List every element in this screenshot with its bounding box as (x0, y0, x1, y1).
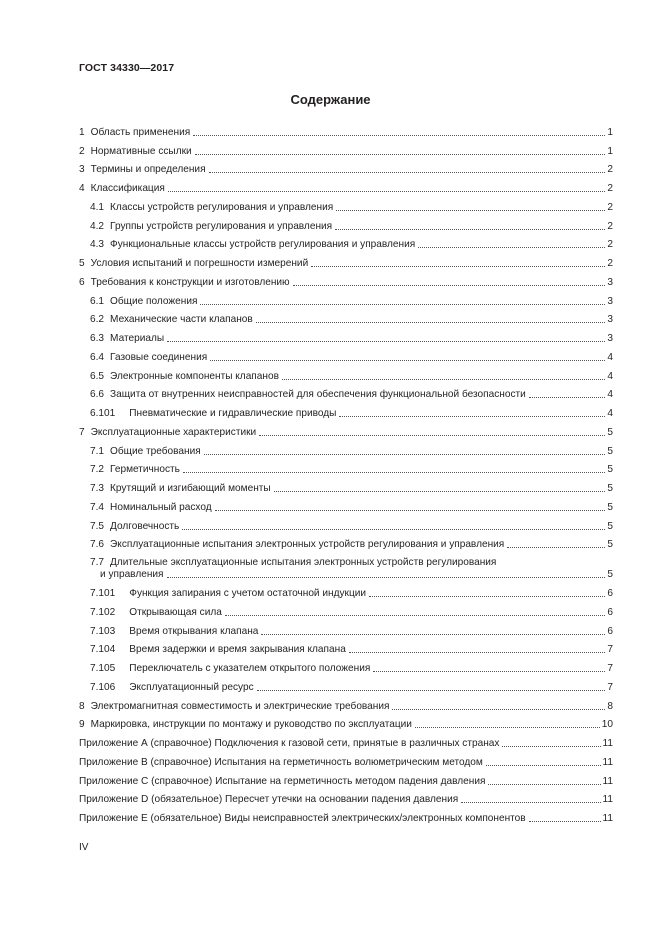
dot-leader (193, 134, 605, 136)
dot-leader (529, 820, 601, 822)
toc-entry[interactable] (79, 326, 613, 345)
toc-entry[interactable] (79, 458, 613, 477)
toc-entry[interactable] (79, 401, 613, 420)
dot-leader (336, 209, 605, 211)
dot-leader (257, 689, 605, 691)
toc-entry-page: 3 (607, 295, 613, 307)
toc-entry-title: Условия испытаний и погрешности измерений (90, 258, 309, 269)
dot-leader (392, 708, 605, 710)
toc-entry-page: 6 (607, 625, 613, 637)
toc-entry-number: 2 (79, 145, 85, 157)
toc-entry-number: 3 (79, 164, 85, 176)
toc-entry[interactable] (79, 476, 613, 495)
dot-leader (415, 726, 600, 728)
dot-leader (373, 670, 605, 672)
toc-entry-title: Требования к конструкции и изготовлению (90, 276, 290, 288)
dot-leader (418, 246, 605, 248)
toc-entry-number: 4 (79, 183, 85, 194)
toc-entry-page: 11 (602, 794, 613, 806)
toc-entry-title: Эксплуатационный ресурс (129, 681, 254, 693)
toc-entry-title: Время открывания клапана (129, 625, 259, 637)
page-number: IV (79, 842, 89, 853)
toc-entry-title: Электромагнитная совместимость и электрические требования (90, 700, 390, 712)
toc-entry[interactable] (79, 120, 613, 139)
toc-entry-title: Маркировка, инструкции по монтажу и руководство по эксплуатации (90, 719, 412, 731)
toc-entry-number: 7.103 (90, 625, 116, 637)
toc-entry[interactable] (79, 713, 613, 732)
toc-entry-page: 2 (607, 239, 613, 251)
toc-entry-title: Эксплуатационные характеристики (90, 426, 257, 438)
toc-entry-title: Приложение E (обязательное) Виды неисправностей электрических/электронных компонентов (79, 813, 526, 824)
dot-leader (335, 228, 605, 230)
toc-entry[interactable] (79, 420, 613, 439)
toc-entry-page: 5 (607, 426, 613, 438)
toc-entry-page: 11 (602, 775, 613, 787)
toc-entry[interactable] (79, 656, 613, 675)
dot-leader (293, 284, 605, 286)
toc-entry-page: 5 (607, 483, 613, 494)
toc-entry-title: Функция запирания с учетом остаточной индукции (129, 588, 366, 599)
toc-entry-page: 3 (607, 314, 613, 326)
toc-entry[interactable] (79, 806, 613, 825)
toc-entry-title: Герметичность (110, 464, 180, 476)
dot-leader (168, 190, 605, 192)
toc-entry-number: 7.4 (90, 501, 105, 513)
toc-entry-title: Классы устройств регулирования и управления (110, 201, 334, 213)
toc-entry-page: 11 (602, 813, 613, 824)
dot-leader (261, 633, 605, 635)
toc-entry-number: 1 (79, 126, 85, 138)
toc-entry-page: 11 (602, 756, 613, 768)
toc-entry-title-continued: и управления (100, 569, 164, 581)
toc-entry-number: 6.6 (90, 389, 105, 401)
toc-entry-page: 5 (607, 464, 613, 476)
toc-entry[interactable] (79, 533, 613, 552)
toc-entry[interactable] (79, 514, 613, 533)
toc-entry-title: Группы устройств регулирования и управления (110, 220, 333, 232)
dot-leader (274, 490, 605, 492)
toc-entry[interactable] (79, 176, 613, 195)
toc-entry-title: Материалы (110, 333, 165, 344)
dot-leader (461, 801, 600, 803)
toc-entry-page: 1 (607, 126, 613, 138)
toc-entry-number: 7 (79, 426, 85, 438)
toc-entry[interactable] (79, 675, 613, 694)
toc-entry-number: 7.102 (90, 606, 116, 618)
toc-entry-page: 4 (607, 389, 613, 401)
toc-entry[interactable] (79, 750, 613, 769)
dot-leader (200, 303, 605, 305)
toc-entry[interactable] (79, 233, 613, 252)
toc-entry-number: 6.2 (90, 314, 105, 326)
toc-entry[interactable] (79, 383, 613, 402)
toc-entry-page: 2 (607, 258, 613, 269)
toc-entry-title: Термины и определения (90, 164, 206, 176)
toc-entry[interactable] (79, 345, 613, 364)
toc-entry-number: 4.3 (90, 239, 105, 251)
toc-entry-title: Крутящий и изгибающий моменты (110, 483, 271, 494)
toc-entry-title: Номинальный расход (110, 501, 212, 513)
toc-entry-number: 7.105 (90, 663, 116, 674)
toc-entry-title: Открывающая сила (129, 606, 222, 618)
dot-leader (225, 614, 605, 616)
toc-entry-number: 7.104 (90, 644, 116, 656)
dot-leader (167, 576, 606, 578)
toc-entry[interactable] (79, 694, 613, 713)
dot-leader (349, 651, 605, 653)
dot-leader (195, 153, 605, 155)
toc-entry-title: Пневматические и гидравлические приводы (129, 408, 337, 419)
toc-entry[interactable] (79, 139, 613, 158)
dot-leader (183, 471, 605, 473)
toc-entry-page: 2 (607, 220, 613, 232)
page-title: Содержание (290, 92, 371, 107)
toc-entry-page: 7 (607, 681, 613, 693)
toc-entry[interactable] (79, 158, 613, 177)
toc-entry-page: 11 (602, 738, 613, 749)
toc-entry[interactable] (79, 551, 613, 581)
dot-leader (215, 509, 605, 511)
toc-entry-page: 2 (607, 201, 613, 213)
toc-entry[interactable] (79, 495, 613, 514)
toc-entry[interactable] (79, 270, 613, 289)
table-of-contents (79, 120, 613, 825)
dot-leader (529, 396, 605, 398)
toc-entry-page: 5 (607, 501, 613, 513)
toc-entry-number: 7.1 (90, 445, 105, 457)
toc-entry-title: Приложение А (справочное) Подключения к газовой сети, принятые в различных странах (79, 738, 500, 749)
dot-leader (339, 415, 605, 417)
toc-entry[interactable] (79, 619, 613, 638)
toc-entry[interactable] (79, 769, 613, 788)
toc-entry-page: 7 (607, 663, 613, 674)
dot-leader (486, 764, 601, 766)
toc-entry-title: Долговечность (110, 520, 180, 532)
toc-entry[interactable] (79, 289, 613, 308)
dot-leader (311, 265, 605, 267)
toc-entry[interactable] (79, 600, 613, 619)
toc-entry-title: Переключатель с указателем открытого положения (129, 663, 371, 674)
toc-entry-page: 6 (607, 606, 613, 618)
toc-entry-number: 4.1 (90, 201, 105, 213)
toc-entry-page: 5 (607, 569, 613, 581)
toc-entry-title: Электронные компоненты клапанов (110, 370, 279, 382)
toc-entry-page: 4 (607, 370, 613, 382)
toc-entry-title: Классификация (90, 183, 165, 194)
toc-entry-number: 7.6 (90, 539, 105, 551)
toc-entry-page: 3 (607, 276, 613, 288)
toc-entry-page: 7 (607, 644, 613, 656)
dot-leader (182, 528, 605, 530)
toc-entry-page: 4 (607, 408, 613, 419)
toc-entry-page: 1 (607, 145, 613, 157)
toc-entry-number: 7.2 (90, 464, 105, 476)
toc-entry-title: Механические части клапанов (110, 314, 253, 326)
toc-entry-title: Время задержки и время закрывания клапана (129, 644, 346, 656)
toc-entry-number: 8 (79, 700, 85, 712)
toc-entry-title: Функциональные классы устройств регулирования и управления (110, 239, 416, 251)
dot-leader (167, 340, 605, 342)
toc-entry-number: 5 (79, 258, 85, 269)
toc-entry-title: Газовые соединения (110, 351, 208, 363)
toc-entry-number: 7.106 (90, 681, 116, 693)
toc-entry-number: 7.7 (90, 557, 105, 569)
toc-entry[interactable] (79, 251, 613, 270)
toc-entry[interactable] (79, 439, 613, 458)
toc-entry-page: 5 (607, 520, 613, 532)
toc-entry-number: 6.1 (90, 295, 105, 307)
toc-entry[interactable] (79, 731, 613, 750)
toc-entry-title: Общие требования (110, 445, 201, 457)
toc-entry-number: 6.101 (90, 408, 116, 419)
toc-entry-title: Защита от внутренних неисправностей для обеспечения функциональной безопасности (110, 389, 526, 401)
toc-entry[interactable] (79, 788, 613, 807)
toc-entry[interactable] (79, 195, 613, 214)
dot-leader (369, 595, 605, 597)
dot-leader (210, 359, 605, 361)
toc-entry-page: 2 (607, 164, 613, 176)
dot-leader (209, 171, 605, 173)
toc-entry-title: Приложение С (справочное) Испытание на герметичность методом падения давления (79, 775, 486, 787)
toc-entry-title: Длительные эксплуатационные испытания электронных устройств регулирования (110, 557, 497, 569)
dot-leader (488, 783, 600, 785)
toc-entry-title: Приложение В (справочное) Испытания на герметичность волюметрическим методом (79, 756, 483, 768)
toc-entry-title: Нормативные ссылки (90, 145, 192, 157)
toc-entry-number: 6.4 (90, 351, 105, 363)
toc-entry-number: 7.5 (90, 520, 105, 532)
toc-entry[interactable] (79, 581, 613, 600)
toc-entry-page: 6 (607, 588, 613, 599)
toc-entry-number: 6 (79, 276, 85, 288)
toc-entry-number: 7.3 (90, 483, 105, 494)
dot-leader (256, 321, 605, 323)
toc-entry-page: 5 (607, 539, 613, 551)
toc-entry-title: Приложение D (обязательное) Пересчет утечки на основании падения давления (79, 794, 459, 806)
toc-entry-page: 3 (607, 333, 613, 344)
dot-leader (507, 546, 605, 548)
dot-leader (259, 434, 605, 436)
toc-entry-title: Общие положения (110, 295, 198, 307)
toc-entry[interactable] (79, 308, 613, 327)
dot-leader (502, 745, 600, 747)
toc-entry-page: 8 (607, 700, 613, 712)
document-header: ГОСТ 34330—2017 (79, 62, 175, 74)
dot-leader (204, 453, 605, 455)
toc-entry-number: 6.3 (90, 333, 105, 344)
toc-entry-number: 6.5 (90, 370, 105, 382)
toc-entry-title: Область применения (90, 126, 191, 138)
toc-entry-page: 5 (607, 445, 613, 457)
dot-leader (282, 378, 605, 380)
toc-entry-number: 9 (79, 719, 85, 731)
toc-entry[interactable] (79, 638, 613, 657)
toc-entry-number: 7.101 (90, 588, 116, 599)
toc-entry-page: 2 (607, 183, 613, 194)
toc-entry-title: Эксплуатационные испытания электронных устройств регулирования и управления (110, 539, 505, 551)
toc-entry-page: 4 (607, 351, 613, 363)
toc-entry-number: 4.2 (90, 220, 105, 232)
toc-entry[interactable] (79, 214, 613, 233)
toc-entry-page: 10 (601, 719, 613, 731)
toc-entry[interactable] (79, 364, 613, 383)
